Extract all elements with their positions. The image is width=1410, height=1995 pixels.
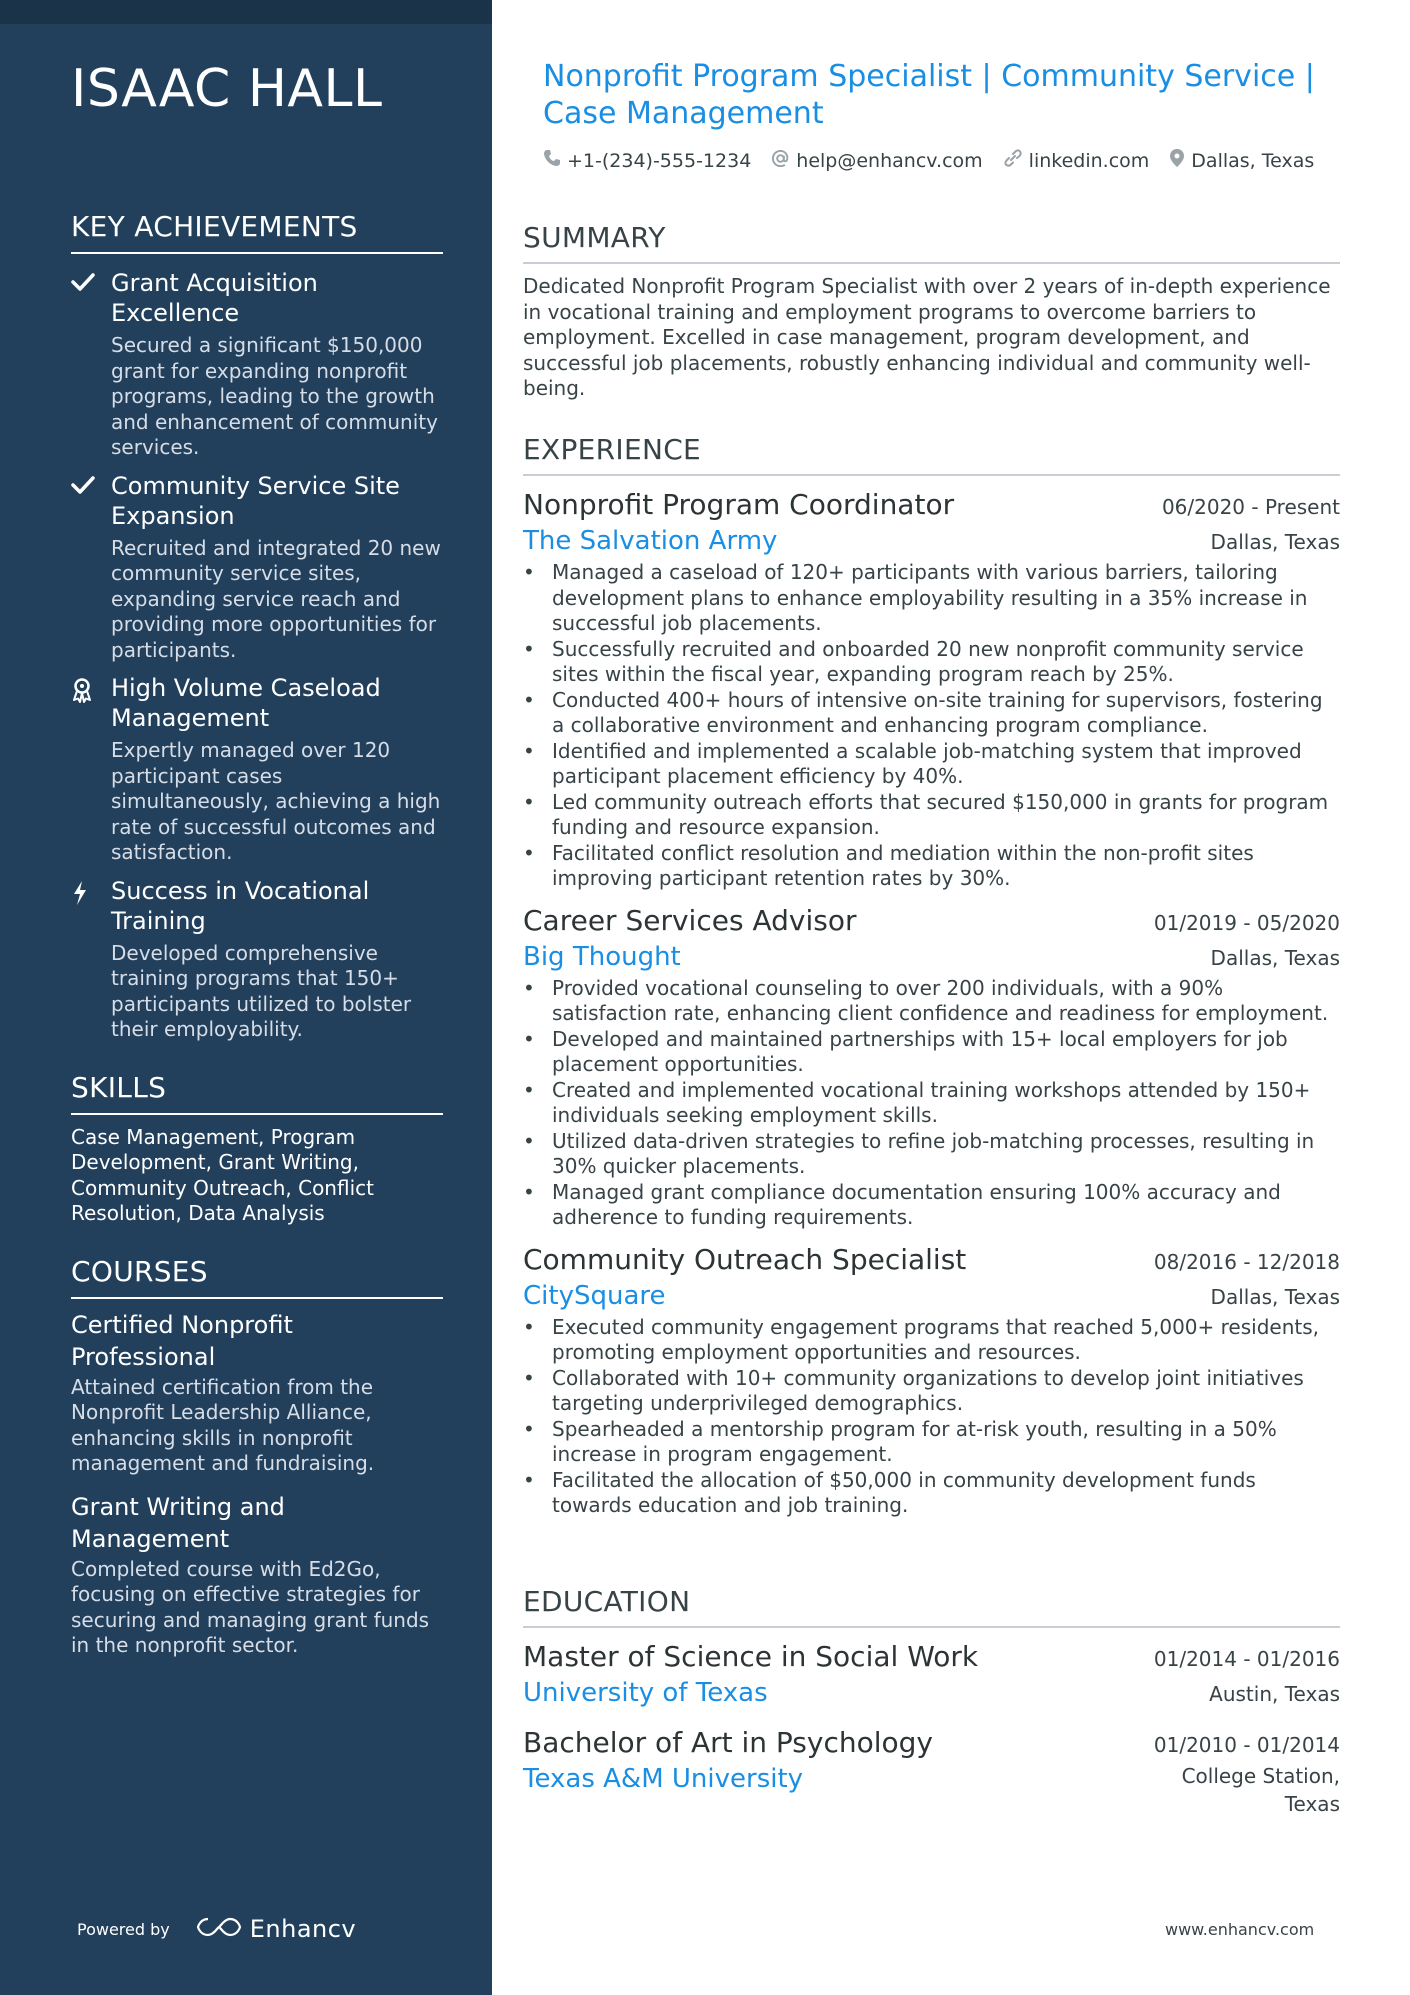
job-org[interactable]: The Salvation Army: [523, 526, 778, 556]
location-text: Dallas, Texas: [1191, 149, 1315, 172]
check-icon: [71, 471, 111, 664]
course-desc: Completed course with Ed2Go, focusing on effective strategies for securing and managing grant funds in the nonprofit sector.: [71, 1556, 430, 1657]
education-dates: 01/2014 - 01/2016: [1153, 1647, 1340, 1671]
achievement-item: [71, 876, 443, 1043]
contact-location: [1169, 148, 1314, 173]
footer-url[interactable]: www.enhancv.com: [1165, 1920, 1315, 1939]
link-icon: [1003, 148, 1029, 173]
job-role: Community Outreach Specialist: [523, 1242, 967, 1276]
email-text: help@enhancv.com: [796, 149, 983, 172]
experience-section: [523, 432, 1340, 1519]
achievements-title: KEY ACHIEVEMENTS: [71, 208, 443, 254]
bullet-item: • Provided vocational counseling to over 200 individuals, with a 90% satisfaction rate, enhancing client confidence and readiness for employment.: [523, 976, 1340, 1027]
school[interactable]: University of Texas: [523, 1678, 768, 1708]
achievement-title: High Volume Caseload Management: [111, 674, 381, 732]
bullet-item: • Developed and maintained partnerships with 15+ local employers for job placement opportunities.: [523, 1027, 1340, 1078]
summary-title: SUMMARY: [523, 220, 1340, 264]
job-org[interactable]: Big Thought: [523, 941, 681, 972]
bullet-item: • Conducted 400+ hours of intensive on-site training for supervisors, fostering a collaborative environment and enhancing program compliance.: [523, 688, 1340, 739]
contact-phone[interactable]: [543, 149, 751, 172]
achievement-desc: Developed comprehensive training programs that 150+ participants utilized to bolster their employability.: [111, 940, 412, 1041]
contact-bar: [543, 148, 1334, 173]
summary-text: Dedicated Nonprofit Program Specialist with over 2 years of in-depth experience in vocational training and employment programs to overcome barriers to employment. Excelled in case management, program development, and successful job placements, robustly enhancing individual and community well-being.: [523, 274, 1331, 400]
powered-by-label: Powered by: [77, 1919, 170, 1939]
job-role: Career Services Advisor: [523, 903, 857, 937]
bullet-item: • Successfully recruited and onboarded 20 new nonprofit community service sites within the fiscal year, expanding program reach by 25%.: [523, 637, 1340, 688]
bullet-item: • Spearheaded a mentorship program for at-risk youth, resulting in a 50% increase in program engagement.: [523, 1417, 1340, 1468]
enhancv-logo-icon: [196, 1915, 242, 1943]
sidebar: [0, 0, 492, 1995]
bullet-item: • Led community outreach efforts that secured $150,000 in grants for program funding and resource expansion.: [523, 790, 1340, 841]
experience-title: EXPERIENCE: [523, 432, 1340, 476]
sidebar-content: [71, 54, 443, 1659]
achievement-item: [71, 268, 443, 461]
degree: Bachelor of Art in Psychology: [523, 1726, 933, 1759]
skills-text: Case Management, Program Development, Grant Writing, Community Outreach, Conflict Resolution, Data Analysis: [71, 1124, 374, 1225]
achievements-section: [71, 208, 443, 1043]
bullet-item: • Identified and implemented a scalable job-matching system that improved participant placement efficiency by 40%.: [523, 739, 1340, 790]
achievement-title: Success in Vocational Training: [111, 876, 370, 935]
course-desc: Attained certification from the Nonprofit Leadership Alliance, enhancing skills in nonprofit management and fundraising.: [71, 1374, 375, 1475]
job-entry: [523, 902, 1340, 1231]
education-entry: [523, 1638, 1340, 1710]
job-bullets: [523, 1315, 1340, 1519]
course-title: Grant Writing and Management: [71, 1492, 285, 1553]
job-dates: 06/2020 - Present: [1161, 495, 1340, 519]
brand-name: Enhancv: [249, 1915, 357, 1943]
education-title: EDUCATION: [523, 1584, 1340, 1628]
degree: Master of Science in Social Work: [523, 1640, 979, 1673]
job-dates: 01/2019 - 05/2020: [1153, 910, 1340, 935]
award-icon: [71, 673, 111, 866]
candidate-name: ISAAC HALL: [71, 59, 383, 119]
education-location: College Station, Texas: [1181, 1764, 1340, 1816]
achievement-desc: Recruited and integrated 20 new community service sites, expanding service reach and providing more opportunities for participants.: [111, 535, 441, 662]
check-icon: [71, 268, 111, 461]
achievement-title: Grant Acquisition Excellence: [111, 269, 318, 327]
achievement-title: Community Service Site Expansion: [111, 471, 400, 530]
lightning-icon: [71, 876, 111, 1043]
job-role: Nonprofit Program Coordinator: [523, 488, 955, 521]
job-location: Dallas, Texas: [1210, 1284, 1340, 1309]
school[interactable]: Texas A&M University: [523, 1764, 804, 1794]
summary-section: [523, 220, 1340, 402]
bullet-item: • Executed community engagement programs that reached 5,000+ residents, promoting employment opportunities and resources.: [523, 1315, 1340, 1366]
course-title: Certified Nonprofit Professional: [71, 1310, 293, 1371]
headline: Nonprofit Program Specialist | Community Service | Case Management: [543, 59, 1315, 131]
phone-icon: [543, 149, 567, 172]
contact-email[interactable]: [771, 149, 982, 173]
bullet-item: • Collaborated with 10+ community organizations to develop joint initiatives targeting underprivileged demographics.: [523, 1366, 1340, 1417]
bullet-item: • Facilitated conflict resolution and mediation within the non-profit sites improving participant retention rates by 30%.: [523, 841, 1340, 892]
job-bullets: [523, 560, 1340, 892]
course-item: [71, 1491, 443, 1659]
job-dates: 08/2016 - 12/2018: [1153, 1249, 1340, 1274]
skills-section: [71, 1069, 443, 1227]
job-entry: [523, 1241, 1340, 1519]
location-pin-icon: [1169, 148, 1191, 173]
course-item: [71, 1309, 443, 1477]
courses-title: COURSES: [71, 1253, 443, 1299]
achievement-item: [71, 471, 443, 664]
job-entry: [523, 486, 1340, 892]
job-location: Dallas, Texas: [1210, 530, 1340, 554]
achievement-item: [71, 673, 443, 866]
job-bullets: [523, 976, 1340, 1231]
courses-section: [71, 1253, 443, 1659]
education-entry: [523, 1724, 1340, 1818]
job-org[interactable]: CitySquare: [523, 1280, 666, 1311]
linkedin-text: linkedin.com: [1028, 149, 1150, 172]
bullet-item: • Managed a caseload of 120+ participants with various barriers, tailoring development plans to enhance employability resulting in a 35% increase in successful job placements.: [523, 560, 1340, 637]
bullet-item: • Utilized data-driven strategies to refine job-matching processes, resulting in 30% quicker placements.: [523, 1129, 1340, 1180]
bullet-item: • Facilitated the allocation of $50,000 in community development funds towards education and job training.: [523, 1468, 1340, 1519]
bullet-item: • Managed grant compliance documentation ensuring 100% accuracy and adherence to funding requirements.: [523, 1180, 1340, 1231]
bullet-item: • Created and implemented vocational training workshops attended by 150+ individuals seeking employment skills.: [523, 1078, 1340, 1129]
powered-by: [77, 1915, 356, 1943]
at-icon: [771, 149, 796, 173]
contact-linkedin[interactable]: [1003, 148, 1150, 173]
education-section: [523, 1584, 1340, 1818]
achievement-desc: Expertly managed over 120 participant cases simultaneously, achieving a high rate of successful outcomes and satisfaction.: [111, 738, 441, 864]
education-dates: 01/2010 - 01/2014: [1153, 1733, 1340, 1757]
achievement-desc: Secured a significant $150,000 grant for expanding nonprofit programs, leading to the growth and enhancement of community services.: [111, 333, 438, 459]
sidebar-top-bar: [0, 0, 492, 24]
education-location: Austin, Texas: [1209, 1682, 1340, 1706]
skills-title: SKILLS: [71, 1069, 443, 1115]
phone-text: +1-(234)-555-1234: [567, 149, 752, 172]
job-location: Dallas, Texas: [1210, 945, 1340, 970]
